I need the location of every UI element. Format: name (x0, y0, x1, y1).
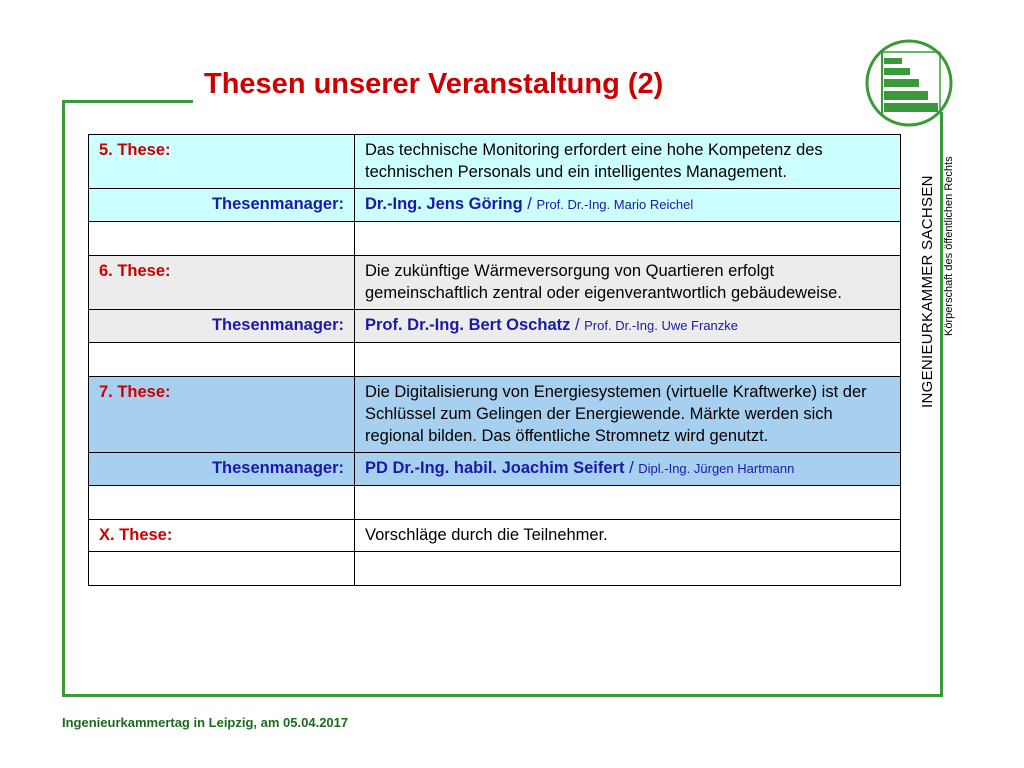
table-row (89, 310, 901, 343)
footer-text: Ingenieurkammertag in Leipzig, am 05.04.2017 (62, 715, 349, 730)
thesis-manager-main: Dr.-Ing. Jens Göring (365, 195, 523, 213)
organization-subtitle: Körperschaft des öffentlichen Rechts (943, 156, 955, 336)
thesis-text: Das technische Monitoring erfordert eine hohe Kompetenz des technischen Personals und ein intelligentes Management. (355, 135, 901, 189)
table-row (89, 256, 901, 310)
frame-top-line (62, 100, 193, 103)
thesis-manager-cell (355, 310, 901, 343)
thesis-manager-label: Thesenmanager: (89, 453, 355, 486)
thesis-manager-separator: / (522, 195, 537, 213)
page-title: Thesen unserer Veranstaltung (2) (204, 68, 664, 100)
thesis-label: 7. These: (89, 377, 355, 453)
thesis-manager-separator: / (570, 316, 585, 334)
empty-cell (355, 343, 901, 377)
organization-name: INGENIEURKAMMER SACHSEN (919, 175, 936, 408)
table-row (89, 486, 901, 520)
empty-cell (355, 222, 901, 256)
thesis-manager-label: Thesenmanager: (89, 310, 355, 343)
empty-cell (89, 343, 355, 377)
thesis-label: 6. These: (89, 256, 355, 310)
table-row (89, 552, 901, 586)
thesis-manager-separator: / (624, 459, 639, 477)
table-row (89, 222, 901, 256)
thesis-label: 5. These: (89, 135, 355, 189)
empty-cell (355, 486, 901, 520)
thesis-manager-cell (355, 189, 901, 222)
theses-table (88, 134, 901, 586)
thesis-text: Die zukünftige Wärmeversorgung von Quartieren erfolgt gemeinschaftlich zentral oder eigenverantwortlich gebäudeweise. (355, 256, 901, 310)
ingenieurkammer-logo-icon (864, 38, 954, 128)
thesis-manager-cell (355, 453, 901, 486)
thesis-manager-label: Thesenmanager: (89, 189, 355, 222)
thesis-text: Vorschläge durch die Teilnehmer. (355, 520, 901, 552)
thesis-manager-second: Prof. Dr.-Ing. Mario Reichel (536, 197, 694, 212)
thesis-text: Die Digitalisierung von Energiesystemen (virtuelle Kraftwerke) ist der Schlüssel zum Gelingen der Energiewende. Märkte werden sich regional bilden. Das öffentliche Stromnetz wird genutzt. (355, 377, 901, 453)
table-row (89, 135, 901, 189)
thesis-label: X. These: (89, 520, 355, 552)
table-row (89, 189, 901, 222)
thesis-manager-main: Prof. Dr.-Ing. Bert Oschatz (365, 316, 571, 334)
table-row (89, 377, 901, 453)
thesis-manager-second: Dipl.-Ing. Jürgen Hartmann (638, 461, 795, 476)
thesis-manager-second: Prof. Dr.-Ing. Uwe Franzke (584, 318, 739, 333)
table-row (89, 453, 901, 486)
empty-cell (355, 552, 901, 586)
empty-cell (89, 222, 355, 256)
frame-bottom-line (62, 694, 943, 697)
frame-left-line (62, 100, 65, 697)
table-row (89, 520, 901, 552)
empty-cell (89, 486, 355, 520)
table-row (89, 343, 901, 377)
thesis-manager-main: PD Dr.-Ing. habil. Joachim Seifert (365, 459, 625, 477)
empty-cell (89, 552, 355, 586)
